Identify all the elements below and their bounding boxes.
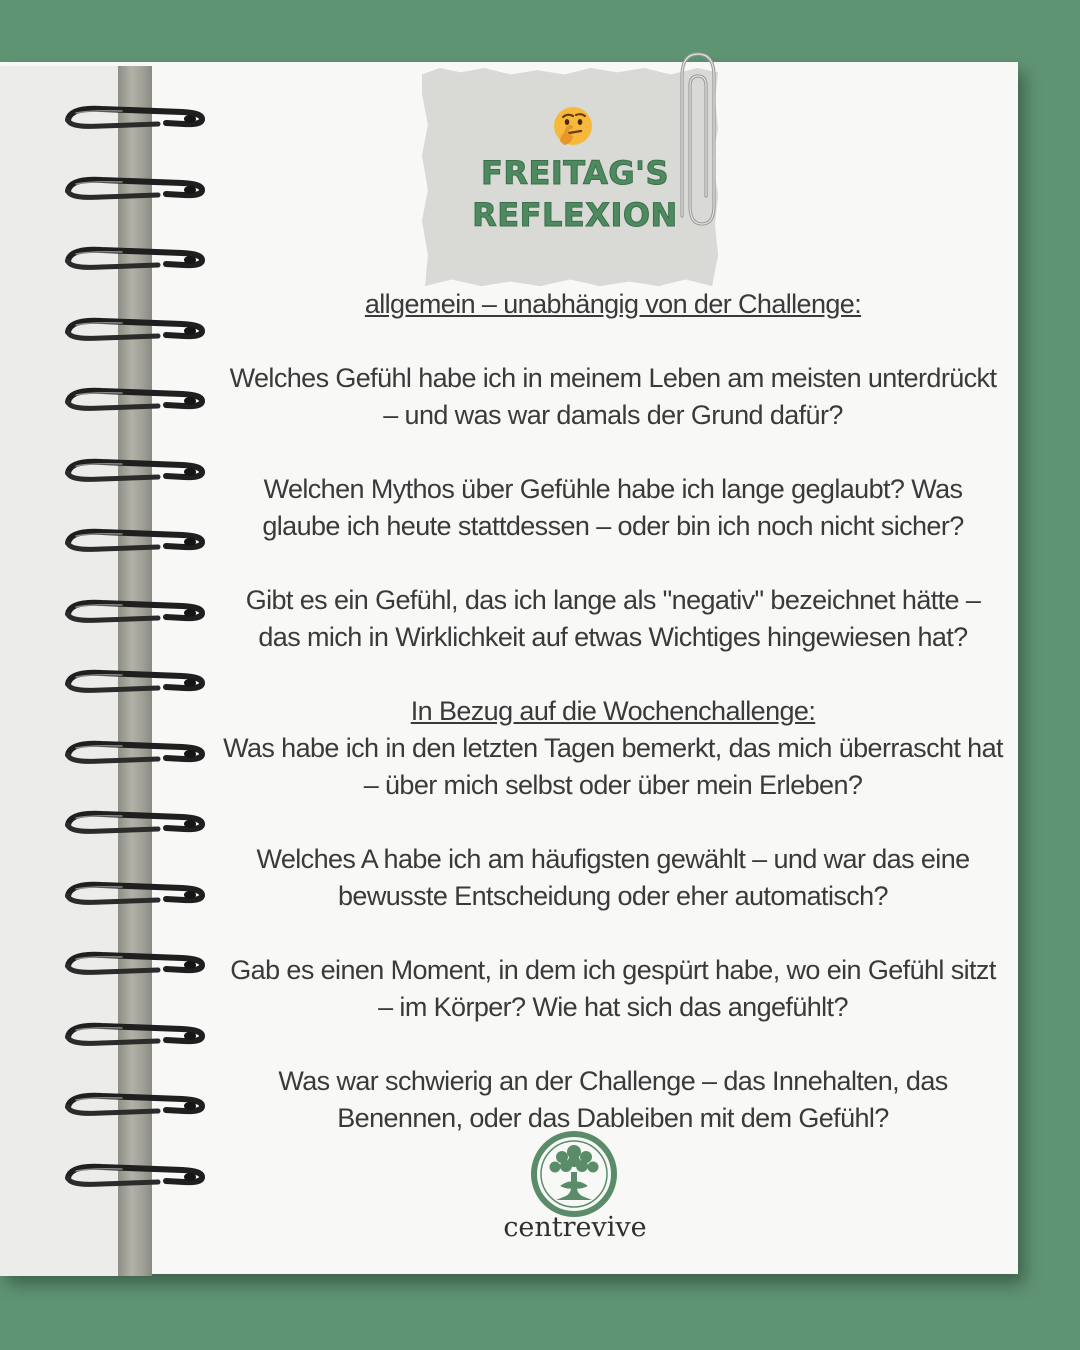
note-title-line1: FREITAG'S [481, 154, 669, 192]
spiral-ring [62, 739, 208, 765]
section2-heading: In Bezug auf die Wochenchallenge: [410, 696, 816, 726]
section2-question-4: Was war schwierig an der Challenge – das Innehalten, das Benennen, oder das Dableiben mit dem Gefühl? [278, 1066, 948, 1133]
section1-question-2: Welchen Mythos über Gefühle habe ich lange geglaubt? Was glaube ich heute stattdessen – oder bin ich noch nicht sicher? [262, 474, 964, 541]
spiral-ring [62, 668, 208, 694]
section2-question-3: Gab es einen Moment, in dem ich gespürt habe, wo ein Gefühl sitzt – im Körper? Wie hat sich das angefühlt? [230, 955, 996, 1022]
reflection-content [222, 286, 1004, 1137]
spiral-ring [62, 175, 208, 201]
spiral-ring [62, 1091, 208, 1117]
section2-question-2: Welches A habe ich am häufigsten gewählt – und war das eine bewusste Entscheidung oder eher automatisch? [256, 844, 970, 911]
spiral-ring [62, 598, 208, 624]
note-title-line2: REFLEXION [472, 196, 678, 234]
spiral-ring [62, 104, 208, 130]
tree-of-life-logo [530, 1130, 618, 1218]
spiral-ring [62, 386, 208, 412]
brand-name: centrevive [503, 1212, 647, 1243]
spiral-ring [62, 527, 208, 553]
section2-question-1: Was habe ich in den letzten Tagen bemerkt, das mich überrascht hat – über mich selbst oder über mein Erleben? [223, 733, 1003, 800]
spiral-ring [62, 950, 208, 976]
spiral-ring [62, 1021, 208, 1047]
spiral-ring [62, 245, 208, 271]
spiral-ring [62, 457, 208, 483]
section1-question-3: Gibt es ein Gefühl, das ich lange als "negativ" bezeichnet hätte – das mich in Wirklichkeit auf etwas Wichtiges hingewiesen hat? [245, 585, 981, 652]
spiral-ring [62, 1162, 208, 1188]
paperclip-icon [668, 46, 720, 232]
spiral-ring [62, 880, 208, 906]
thinking-face-emoji [551, 104, 595, 148]
section1-question-1: Welches Gefühl habe ich in meinem Leben am meisten unterdrückt – und was war damals der Grund dafür? [229, 363, 997, 430]
section1-heading: allgemein – unabhängig von der Challenge: [364, 289, 862, 319]
spiral-ring [62, 809, 208, 835]
spiral-ring [62, 316, 208, 342]
